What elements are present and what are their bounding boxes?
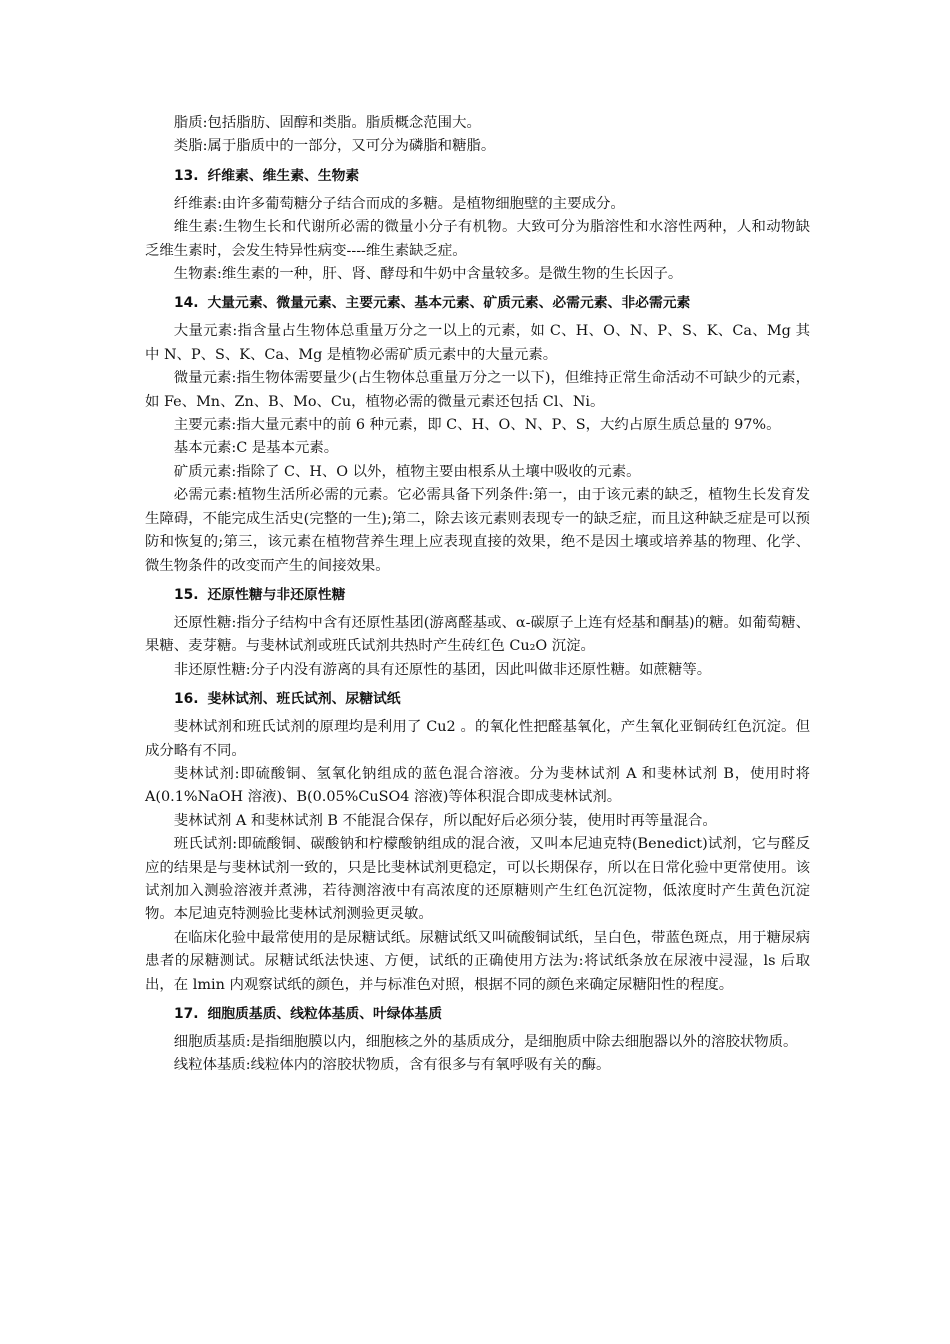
paragraph: 矿质元素:指除了 C、H、O 以外，植物主要由根系从土壤中吸收的元素。 bbox=[173, 463, 641, 480]
section-heading bbox=[145, 165, 810, 187]
document-page bbox=[145, 112, 810, 1078]
section-title: 细胞质基质、线粒体基质、叶绿体基质 bbox=[207, 1006, 442, 1022]
section-heading bbox=[145, 292, 810, 314]
section-title: 斐林试剂、班氏试剂、尿糖试纸 bbox=[207, 691, 401, 708]
paragraph: 微量元素:指生物体需要量少(占生物体总重量万分之一以下)，但维持正常生命活动不可缺少的元素，如 Fe、Mn、Zn、B、Mo、Cu，植物必需的微量元素还包括 Cl、Ni。 bbox=[145, 370, 810, 410]
paragraph: 纤维素:由许多葡萄糖分子结合而成的多糖。是植物细胞壁的主要成分。 bbox=[173, 195, 625, 212]
paragraph: 脂质:包括脂肪、固醇和类脂。脂质概念范围大。 bbox=[173, 115, 481, 131]
section-number: 13. bbox=[174, 167, 199, 184]
paragraph: 细胞质基质:是指细胞膜以内，细胞核之外的基质成分，是细胞质中除去细胞器以外的溶胶状物质。 bbox=[173, 1034, 798, 1050]
section-number: 17. bbox=[174, 1006, 199, 1022]
section-title: 还原性糖与非还原性糖 bbox=[207, 586, 346, 603]
section-number: 14. bbox=[174, 295, 199, 312]
paragraph: 线粒体基质:线粒体内的溶胶状物质，含有很多与有氧呼吸有关的酶。 bbox=[173, 1057, 611, 1074]
paragraph: 必需元素:植物生活所必需的元素。它必需具备下列条件:第一，由于该元素的缺乏，植物生长发育发生障碍，不能完成生活史(完整的一生);第二，除去该元素则表现专一的缺乏症，而且这种缺乏症是可以预防和恢复的;第三，该元素在植物营养生理上应表现直接的效果，绝不是因土壤或培养基的物理、化学、微生物条件的改变而产生的间接效果。 bbox=[145, 487, 810, 574]
paragraph: 斐林试剂 A 和斐林试剂 B 不能混合保存，所以配好后必须分装，使用时再等量混合。 bbox=[173, 812, 717, 829]
paragraph: 类脂:属于脂质中的一部分，又可分为磷脂和糖脂。 bbox=[173, 138, 496, 155]
paragraph: 斐林试剂和班氏试剂的原理均是利用了 Cu2 。的氧化性把醛基氧化，产生氧化亚铜砖红色沉淀。但成分略有不同。 bbox=[145, 719, 810, 759]
section-number: 16. bbox=[174, 691, 199, 708]
paragraph: 还原性糖:指分子结构中含有还原性基团(游离醛基或、α-碳原子上连有烃基和酮基)的糖。如葡萄糖、果糖、麦芽糖。与斐林试剂或班氏试剂共热时产生砖红色 Cu₂O 沉淀。 bbox=[145, 614, 810, 655]
paragraph: 维生素:生物生长和代谢所必需的微量小分子有机物。大致可分为脂溶性和水溶性两种，人和动物缺乏维生素时，会发生特异性病变----维生素缺乏症。 bbox=[145, 219, 810, 259]
paragraph: 在临床化验中最常使用的是尿糖试纸。尿糖试纸又叫硫酸铜试纸，呈白色，带蓝色斑点，用于糖尿病患者的尿糖测试。尿糖试纸法快速、方便，试纸的正确使用方法为:将试纸条放在尿液中浸湿，ls 后取出，在 lmin 内观察试纸的颜色，并与标准色对照，根据不同的颜色来确定尿糖阳性的程度。 bbox=[145, 929, 810, 993]
paragraph: 班氏试剂:即硫酸铜、碳酸钠和柠檬酸钠组成的混合液，又叫本尼迪克特(Benedict)试剂，它与醛反应的结果是与斐林试剂一致的，只是比斐林试剂更稳定，可以长期保存，所以在日常化验中更常使用。该试剂加入测验溶液并煮沸，若待测溶液中有高浓度的还原糖则产生红色沉淀物，低浓度时产生黄色沉淀物。本尼迪克特测验比斐林试剂测验更灵敏。 bbox=[145, 836, 810, 923]
paragraph: 大量元素:指含量占生物体总重量万分之一以上的元素，如 C、H、O、N、P、S、K、Ca、Mg 其中 N、P、S、K、Ca、Mg 是植物必需矿质元素中的大量元素。 bbox=[145, 323, 810, 363]
section-title: 大量元素、微量元素、主要元素、基本元素、矿质元素、必需元素、非必需元素 bbox=[207, 295, 691, 312]
paragraph: 生物素:维生素的一种，肝、肾、酵母和牛奶中含量较多。是微生物的生长因子。 bbox=[173, 266, 683, 283]
paragraph: 非还原性糖:分子内没有游离的具有还原性的基团，因此叫做非还原性糖。如蔗糖等。 bbox=[173, 661, 712, 678]
section-heading bbox=[145, 1003, 810, 1025]
section-title: 纤维素、维生素、生物素 bbox=[207, 167, 360, 184]
paragraph: 主要元素:指大量元素中的前 6 种元素，即 C、H、O、N、P、S，大约占原生质总量的 97%。 bbox=[173, 417, 781, 434]
section-heading bbox=[145, 688, 810, 710]
paragraph: 基本元素:C 是基本元素。 bbox=[173, 440, 339, 457]
section-heading bbox=[145, 584, 810, 606]
section-number: 15. bbox=[174, 586, 199, 603]
paragraph: 斐林试剂:即硫酸铜、氢氧化钠组成的蓝色混合溶液。分为斐林试剂 A 和斐林试剂 B，使用时将 A(0.1%NaOH 溶液)、B(0.05%CuSO4 溶液)等体积混合即成斐林试剂。 bbox=[145, 765, 810, 806]
